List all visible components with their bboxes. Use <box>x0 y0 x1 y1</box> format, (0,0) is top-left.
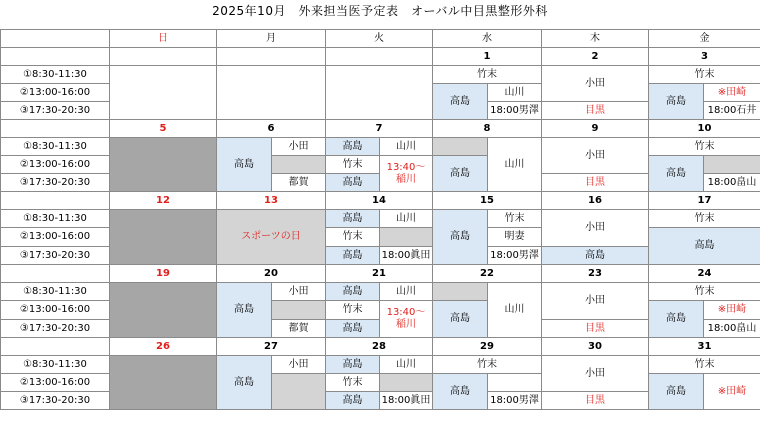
doctor-cell: 山川 <box>488 84 542 102</box>
date-cell: 10 <box>649 120 760 138</box>
doctor-cell: 18:00眞田 <box>380 247 433 265</box>
doctor-cell: 竹末 <box>649 356 760 374</box>
doctor-cell: 山川 <box>488 283 542 338</box>
week4-date-row <box>1 265 760 283</box>
doctor-cell: 小田 <box>542 356 649 392</box>
week1-slot1 <box>1 66 760 84</box>
doctor-cell: 18:00男澤 <box>488 102 542 120</box>
doctor-cell: 小田 <box>272 356 326 374</box>
date-cell: 23 <box>542 265 649 283</box>
closed-cell <box>272 374 326 410</box>
closed-cell <box>110 138 217 192</box>
inagawa-label: 13:40～稲川 <box>386 161 426 185</box>
week2-slot1 <box>1 138 760 156</box>
date-cell: 17 <box>649 192 760 210</box>
closed-cell <box>272 301 326 320</box>
doctor-cell: 目黒 <box>542 392 649 410</box>
doctor-cell: 高島 <box>217 138 272 192</box>
doctor-cell: 竹末 <box>433 356 542 374</box>
closed-cell <box>380 374 433 392</box>
closed-cell <box>433 138 488 156</box>
slot-label: ①8:30-11:30 <box>1 356 110 374</box>
date-cell: 29 <box>433 338 542 356</box>
date-cell: 14 <box>326 192 433 210</box>
weekday-thu: 木 <box>542 30 649 48</box>
slot-blank <box>1 338 110 356</box>
weekday-tue: 火 <box>326 30 433 48</box>
doctor-cell: 小田 <box>542 210 649 247</box>
doctor-cell: 小田 <box>542 66 649 102</box>
slot-label: ③17:30-20:30 <box>1 320 110 338</box>
doctor-cell: 竹末 <box>326 301 380 320</box>
weekday-wed: 水 <box>433 30 542 48</box>
doctor-cell: 竹末 <box>649 138 760 156</box>
doctor-cell <box>488 374 542 392</box>
doctor-cell: 高島 <box>649 228 760 265</box>
slot-label: ②13:00-16:00 <box>1 228 110 247</box>
date-cell: 28 <box>326 338 433 356</box>
doctor-cell: 高島 <box>542 247 649 265</box>
doctor-cell <box>380 156 433 192</box>
slot-label: ②13:00-16:00 <box>1 301 110 320</box>
date-cell: 2 <box>542 48 649 66</box>
slot-label: ③17:30-20:30 <box>1 392 110 410</box>
date-cell: 1 <box>433 48 542 66</box>
slot-label: ③17:30-20:30 <box>1 174 110 192</box>
doctor-cell: 高島 <box>649 84 704 120</box>
weekday-fri: 金 <box>649 30 760 48</box>
slot-label: ②13:00-16:00 <box>1 156 110 174</box>
date-cell: 26 <box>110 338 217 356</box>
doctor-cell: 高島 <box>326 392 380 410</box>
doctor-cell: 山川 <box>380 283 433 301</box>
date-cell: 15 <box>433 192 542 210</box>
weekday-sun: 日 <box>110 30 217 48</box>
doctor-cell: 高島 <box>217 356 272 410</box>
slot-blank <box>1 192 110 210</box>
doctor-cell: 竹末 <box>649 66 760 84</box>
doctor-cell: 小田 <box>272 138 326 156</box>
doctor-cell: 18:00畠山 <box>704 174 760 192</box>
date-cell: 9 <box>542 120 649 138</box>
date-cell: 20 <box>217 265 326 283</box>
doctor-cell: 18:00畠山 <box>704 320 760 338</box>
slot-label: ①8:30-11:30 <box>1 283 110 301</box>
date-cell: 31 <box>649 338 760 356</box>
empty-cell <box>110 66 217 120</box>
week4-slot1 <box>1 283 760 301</box>
week5-date-row <box>1 338 760 356</box>
weekday-mon: 月 <box>217 30 326 48</box>
doctor-cell: 竹末 <box>326 228 380 247</box>
doctor-cell: 小田 <box>542 138 649 174</box>
slot-label: ①8:30-11:30 <box>1 138 110 156</box>
closed-cell <box>380 228 433 247</box>
doctor-cell: 竹末 <box>488 210 542 228</box>
doctor-cell: 18:00男澤 <box>488 247 542 265</box>
doctor-cell: 高島 <box>326 320 380 338</box>
closed-cell <box>110 210 217 265</box>
doctor-cell: 竹末 <box>326 156 380 174</box>
date-cell: 12 <box>110 192 217 210</box>
doctor-cell: 18:00眞田 <box>380 392 433 410</box>
slot-header <box>1 30 110 48</box>
doctor-cell: ※田崎 <box>704 301 760 320</box>
doctor-cell: 高島 <box>433 84 488 120</box>
closed-cell <box>272 156 326 174</box>
doctor-cell: 高島 <box>326 210 380 228</box>
date-cell: 19 <box>110 265 217 283</box>
doctor-cell: 高島 <box>433 210 488 265</box>
doctor-cell <box>380 301 433 338</box>
doctor-cell: 18:00男澤 <box>488 392 542 410</box>
page-title: 2025年10月 外来担当医予定表 オーバル中目黒整形外科 <box>212 4 548 18</box>
doctor-cell: 目黒 <box>542 320 649 338</box>
date-cell <box>217 48 326 66</box>
inagawa-label: 13:40～稲川 <box>386 307 426 330</box>
doctor-cell: 高島 <box>433 156 488 192</box>
date-cell: 16 <box>542 192 649 210</box>
date-cell: 30 <box>542 338 649 356</box>
slot-label: ①8:30-11:30 <box>1 66 110 84</box>
date-cell: 6 <box>217 120 326 138</box>
doctor-cell: 高島 <box>326 138 380 156</box>
doctor-cell: 18:00石井 <box>704 102 760 120</box>
doctor-cell: 高島 <box>433 301 488 338</box>
week3-slot1 <box>1 210 760 228</box>
doctor-cell: 高島 <box>326 356 380 374</box>
slot-blank <box>1 265 110 283</box>
doctor-cell: 高島 <box>217 283 272 338</box>
doctor-cell: 小田 <box>272 283 326 301</box>
doctor-cell: 高島 <box>649 374 704 410</box>
closed-cell <box>110 283 217 338</box>
date-cell: 24 <box>649 265 760 283</box>
doctor-cell: 高島 <box>326 247 380 265</box>
empty-cell <box>326 66 433 120</box>
doctor-cell: 高島 <box>433 374 488 410</box>
week2-date-row <box>1 120 760 138</box>
date-cell: 5 <box>110 120 217 138</box>
doctor-cell: 山川 <box>380 138 433 156</box>
week5-slot1 <box>1 356 760 374</box>
doctor-cell: 都賀 <box>272 320 326 338</box>
date-cell <box>110 48 217 66</box>
slot-label: ②13:00-16:00 <box>1 84 110 102</box>
doctor-cell: 高島 <box>649 301 704 338</box>
doctor-cell: 山川 <box>380 356 433 374</box>
doctor-cell: 目黒 <box>542 174 649 192</box>
doctor-cell: 竹末 <box>649 283 760 301</box>
doctor-cell: ※田崎 <box>704 84 760 102</box>
doctor-cell: 高島 <box>326 174 380 192</box>
doctor-cell: 山川 <box>380 210 433 228</box>
empty-cell <box>217 66 326 120</box>
date-cell: 13 <box>217 192 326 210</box>
schedule-table <box>0 29 760 410</box>
date-cell <box>326 48 433 66</box>
doctor-cell: 山川 <box>488 138 542 192</box>
date-cell: 7 <box>326 120 433 138</box>
doctor-cell: 高島 <box>326 283 380 301</box>
doctor-cell: 高島 <box>649 156 704 192</box>
weekday-header-row <box>1 30 760 48</box>
doctor-cell: 都賀 <box>272 174 326 192</box>
doctor-cell: 明妻 <box>488 228 542 247</box>
doctor-cell: ※田崎 <box>704 374 760 410</box>
week1-date-row <box>1 48 760 66</box>
slot-label: ③17:30-20:30 <box>1 102 110 120</box>
doctor-cell: 竹末 <box>649 210 760 228</box>
closed-cell <box>433 283 488 301</box>
closed-cell <box>704 156 760 174</box>
doctor-cell: 目黒 <box>542 102 649 120</box>
date-cell: 21 <box>326 265 433 283</box>
week3-date-row <box>1 192 760 210</box>
doctor-cell: 竹末 <box>326 374 380 392</box>
date-cell: 3 <box>649 48 760 66</box>
date-cell: 8 <box>433 120 542 138</box>
date-cell: 22 <box>433 265 542 283</box>
doctor-cell: 小田 <box>542 283 649 320</box>
slot-label: ②13:00-16:00 <box>1 374 110 392</box>
slot-blank <box>1 48 110 66</box>
slot-label: ③17:30-20:30 <box>1 247 110 265</box>
date-cell: 27 <box>217 338 326 356</box>
slot-label: ①8:30-11:30 <box>1 210 110 228</box>
slot-blank <box>1 120 110 138</box>
closed-cell <box>110 356 217 410</box>
doctor-cell: 竹末 <box>433 66 542 84</box>
holiday-cell: スポーツの日 <box>217 210 326 265</box>
